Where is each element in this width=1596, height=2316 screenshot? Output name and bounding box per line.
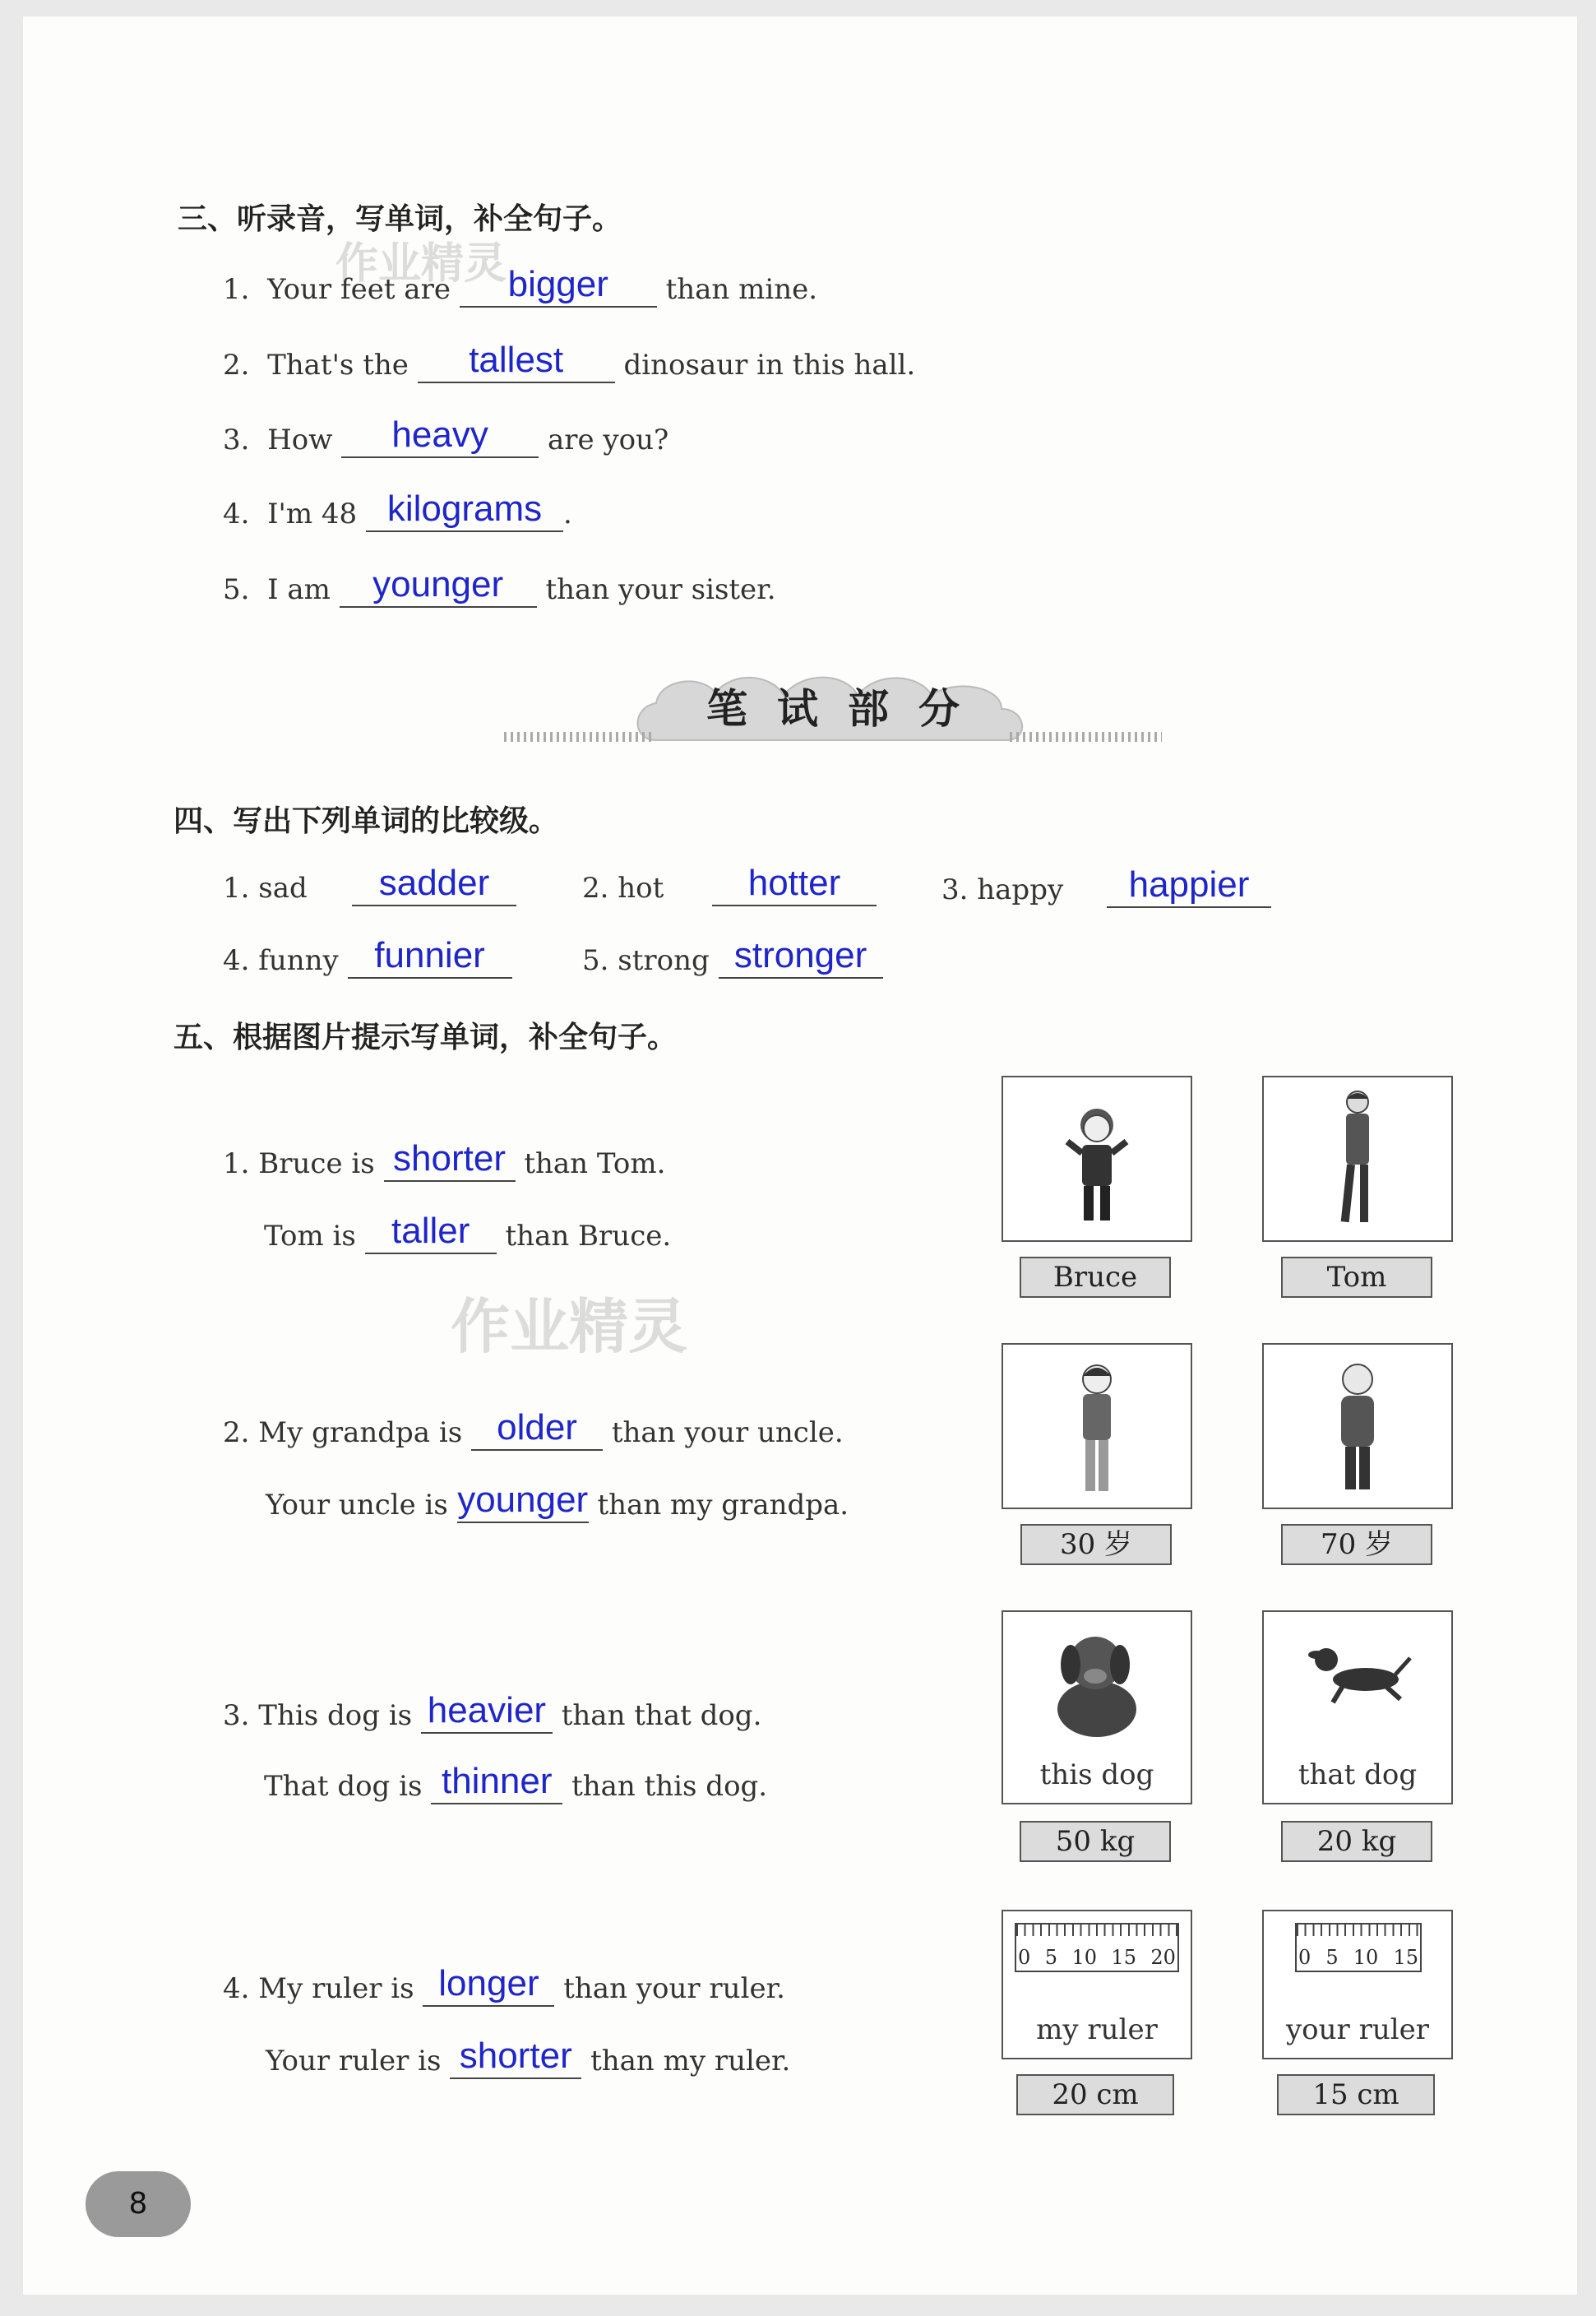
grandpa-picture	[1262, 1343, 1453, 1509]
ruler-tick-label: 0	[1298, 1946, 1311, 1969]
watermark: 作业精灵	[451, 1292, 688, 1361]
answer-blank[interactable]: kilograms	[366, 498, 563, 532]
bruce-picture	[1002, 1076, 1192, 1242]
ruler-tick-label: 15	[1393, 1946, 1418, 1969]
this-dog-weight-label: 50 kg	[1020, 1821, 1171, 1862]
s4-item-5: 5. strong stronger	[582, 944, 883, 979]
my-ruler-length-label: 20 cm	[1016, 2074, 1174, 2115]
ruler-20cm	[1015, 1923, 1179, 1972]
s5-q1-line2: Tom is taller than Bruce.	[264, 1211, 672, 1253]
answer-blank[interactable]: shorter	[450, 2045, 581, 2079]
bruce-label: Bruce	[1020, 1257, 1171, 1298]
s4-item-2: 2. hot	[582, 872, 664, 905]
s4-item-1: 1. sad	[223, 872, 308, 905]
fat-dog-illustration	[1003, 1612, 1191, 1744]
answer-blank[interactable]: taller	[365, 1220, 497, 1254]
grandpa-age-label: 70 岁	[1281, 1524, 1432, 1565]
ruler-15cm	[1295, 1923, 1422, 1972]
answer-blank[interactable]: younger	[457, 1489, 589, 1523]
ruler-tick-label: 5	[1044, 1946, 1057, 1969]
answer-blank[interactable]: longer	[423, 1972, 554, 2007]
ruler-tick-label: 10	[1353, 1946, 1379, 1969]
ruler-tick-label: 10	[1071, 1946, 1097, 1969]
ruler-tick-label: 0	[1018, 1946, 1031, 1969]
s5-q1-line1: 1. Bruce is shorter than Tom.	[223, 1138, 666, 1180]
my-ruler-caption: my ruler	[1036, 2013, 1158, 2046]
answer-blank[interactable]: tallest	[418, 349, 615, 383]
ruler-ticks	[1016, 1925, 1177, 1936]
answer-blank[interactable]: bigger	[460, 273, 657, 308]
ruler-tick-label: 5	[1325, 1946, 1339, 1969]
your-ruler-caption: your ruler	[1285, 2013, 1430, 2046]
s5-q3-line2: That dog is thinner than this dog.	[264, 1761, 768, 1803]
ruler-tick-label: 20	[1150, 1946, 1176, 1969]
s4-item-4: 4. funny funnier	[223, 944, 512, 979]
this-dog-picture	[1002, 1610, 1192, 1804]
s4-item-3: 3. happy	[941, 873, 1064, 906]
worksheet-page	[23, 16, 1577, 2295]
answer-blank[interactable]: thinner	[431, 1770, 562, 1804]
answer-blank[interactable]: older	[471, 1416, 603, 1451]
ruler-ticks	[1297, 1925, 1420, 1936]
that-dog-weight-label: 20 kg	[1281, 1821, 1432, 1862]
s5-q2-line2: Your uncle is younger than my grandpa.	[266, 1480, 849, 1522]
answer-blank[interactable]: younger	[340, 573, 537, 608]
tall-boy-illustration	[1264, 1077, 1451, 1240]
answer-blank[interactable]: shorter	[384, 1147, 516, 1182]
this-dog-caption: this dog	[1039, 1758, 1154, 1791]
s3-item-2: 2. That's the tallest dinosaur in this hall.	[223, 340, 916, 382]
s3-item-1: 1. Your feet are bigger than mine.	[223, 264, 818, 306]
section5-title: 五、根据图片提示写单词，补全句子。	[173, 1021, 678, 1054]
answer-blank[interactable]: heavier	[421, 1699, 553, 1734]
s5-q4-line1: 4. My ruler is longer than your ruler.	[223, 1963, 785, 2005]
page-number: 8	[86, 2171, 191, 2237]
your-ruler-length-label: 15 cm	[1277, 2074, 1435, 2115]
s3-item-3: 3. How heavy are you?	[223, 415, 669, 456]
that-dog-picture	[1262, 1610, 1453, 1804]
written-test-banner	[500, 658, 1166, 757]
s3-item-4: 4. I'm 48 kilograms .	[223, 489, 572, 530]
answer-blank[interactable]: sadder	[352, 872, 516, 906]
section4-title: 四、写出下列单词的比较级。	[173, 804, 559, 838]
uncle-age-label: 30 岁	[1020, 1524, 1172, 1565]
s3-item-5: 5. I am younger than your sister.	[223, 564, 776, 606]
section3-title: 三、听录音，写单词，补全句子。	[178, 202, 622, 236]
ruler-tick-label: 15	[1111, 1946, 1136, 1969]
answer-blank[interactable]: happier	[1107, 873, 1271, 908]
uncle-picture	[1002, 1343, 1192, 1509]
tom-label: Tom	[1281, 1257, 1432, 1298]
watermark: 作业精灵	[335, 239, 507, 289]
banner-title: 笔试部分	[706, 685, 989, 733]
thin-dog-illustration	[1264, 1612, 1451, 1744]
s5-q3-line1: 3. This dog is heavier than that dog.	[223, 1690, 762, 1732]
that-dog-caption: that dog	[1298, 1758, 1418, 1791]
old-man-illustration	[1264, 1345, 1451, 1508]
your-ruler-picture	[1262, 1910, 1453, 2059]
s5-q2-line1: 2. My grandpa is older than your uncle.	[223, 1407, 844, 1449]
answer-blank[interactable]: hotter	[712, 872, 877, 906]
s5-q4-line2: Your ruler is shorter than my ruler.	[266, 2036, 791, 2077]
tom-picture	[1262, 1076, 1453, 1242]
young-man-illustration	[1003, 1345, 1191, 1508]
answer-blank[interactable]: heavy	[341, 424, 539, 458]
answer-blank[interactable]: funnier	[348, 944, 512, 979]
my-ruler-picture	[1002, 1910, 1192, 2059]
answer-blank[interactable]: stronger	[719, 944, 883, 979]
short-boy-illustration	[1003, 1077, 1191, 1240]
